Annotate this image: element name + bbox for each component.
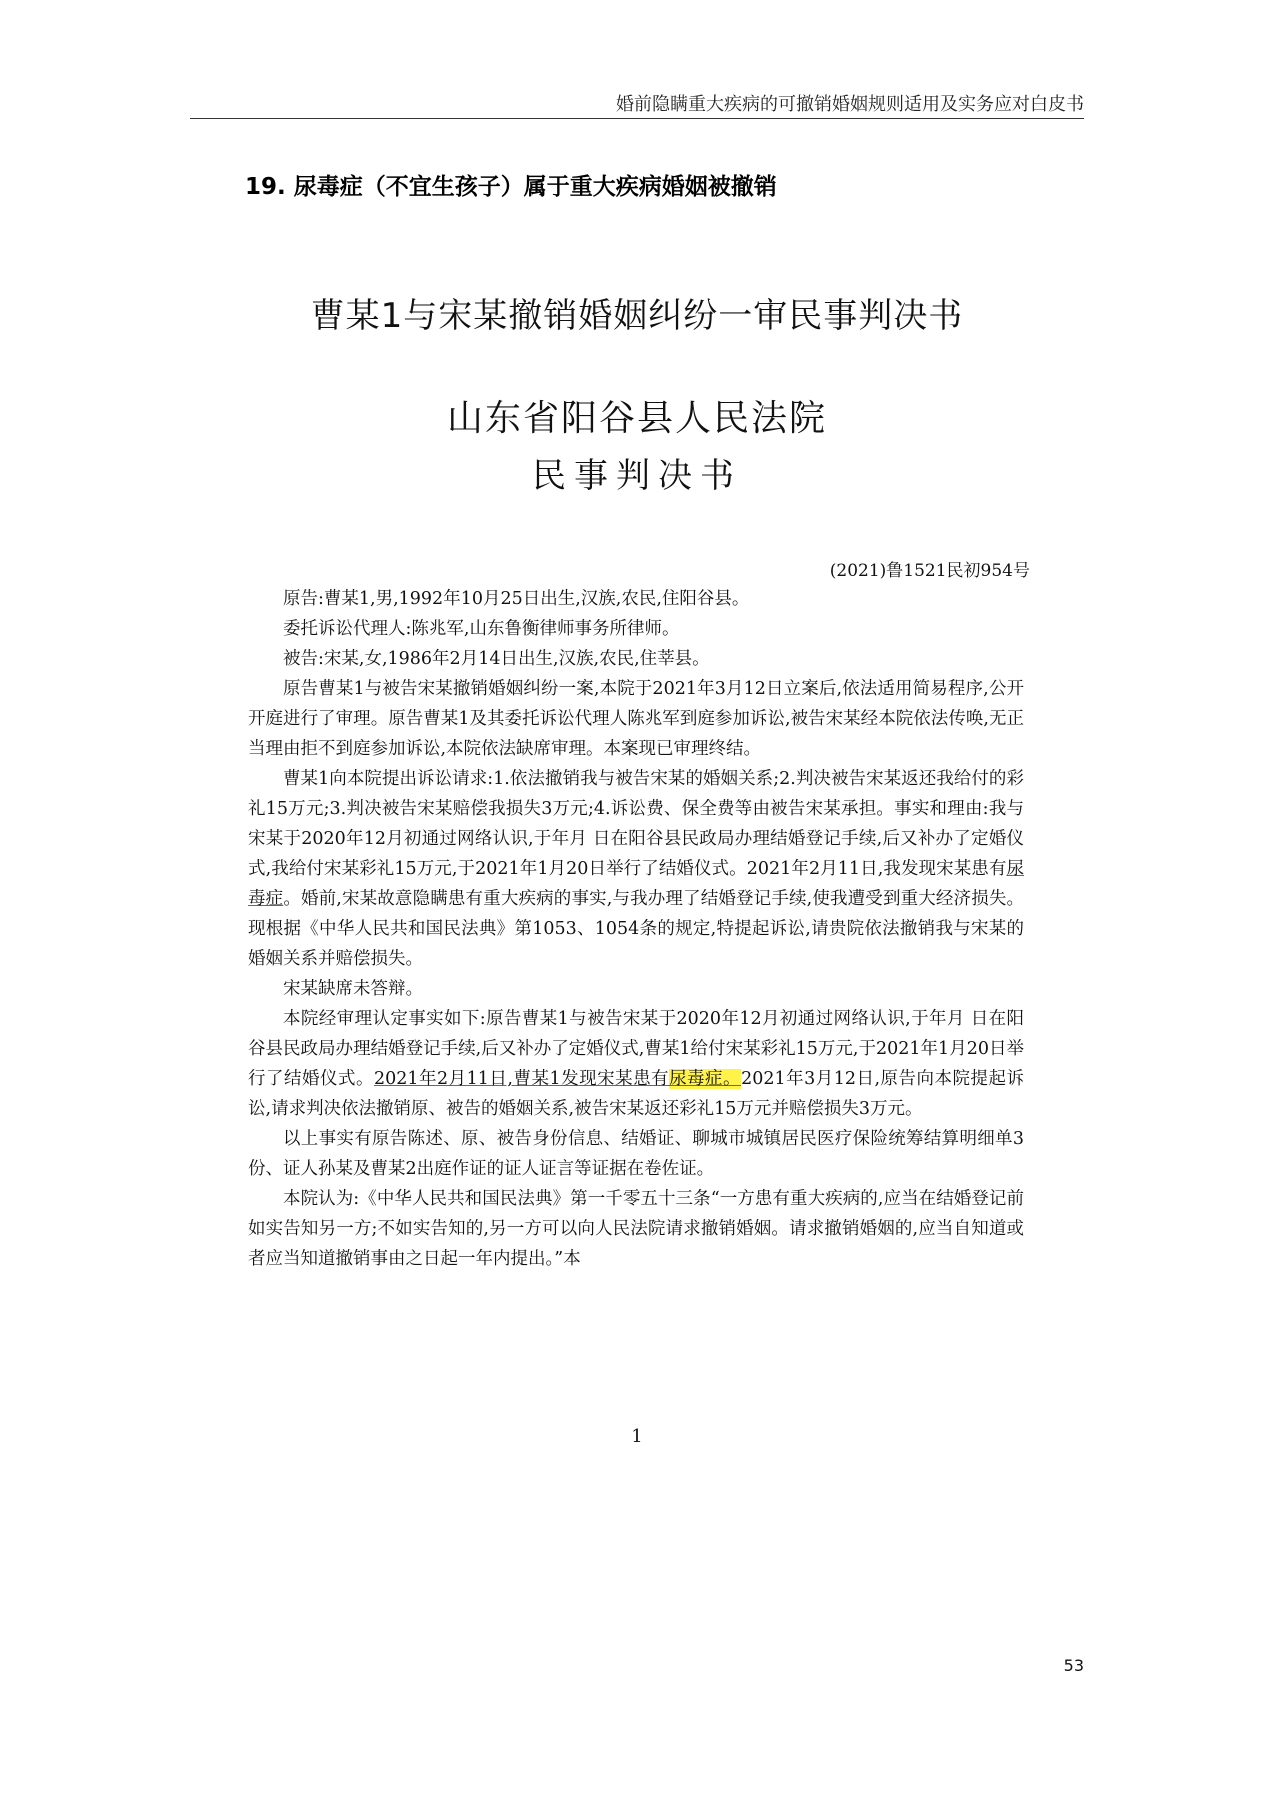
section-heading: 19. 尿毒症（不宜生孩子）属于重大疾病婚姻被撤销 (245, 174, 777, 200)
header-rule (190, 118, 1084, 119)
judgment-body (248, 584, 1024, 1274)
claims-paragraph (248, 764, 1024, 974)
facts-paragraph (248, 1004, 1024, 1124)
judgment-title: 曹某1与宋某撤销婚姻纠纷一审民事判决书 (310, 296, 964, 336)
inner-page-number: 1 (631, 1426, 643, 1447)
highlight-uremia: 尿毒症 (248, 859, 1024, 909)
procedure-paragraph: 原告曹某1与被告宋某撤销婚姻纠纷一案,本院于2021年3月12日立案后,依法适用简易程序,公开开庭进行了审理。原告曹某1及其委托诉讼代理人陈兆军到庭参加诉讼,被告宋某经本院依法传唤,无正当理由拒不到庭参加诉讼,本院依法缺席审理。本案现已审理终结。 (248, 679, 1024, 759)
reasoning-paragraph: 本院认为:《中华人民共和国民法典》第一千零五十三条“一方患有重大疾病的,应当在结婚登记前如实告知另一方;不如实告知的,另一方可以向人民法院请求撤销婚姻。请求撤销婚姻的,应当自知道或者应当知道撤销事由之日起一年内提出。”本 (248, 1189, 1024, 1269)
highlight-discovery-date: 2021年2月11日,曹某1发现宋某患有 (373, 1069, 670, 1089)
plaintiff-paragraph: 原告:曹某1,男,1992年10月25日出生,汉族,农民,住阳谷县。 (283, 589, 750, 609)
agent-paragraph: 委托诉讼代理人:陈兆军,山东鲁衡律师事务所律师。 (283, 619, 680, 639)
court-name: 山东省阳谷县人民法院 (446, 398, 827, 439)
case-number: (2021)鲁1521民初954号 (829, 561, 1030, 581)
evidence-paragraph: 以上事实有原告陈述、原、被告身份信息、结婚证、聊城市城镇居民医疗保险统筹结算明细单3份、证人孙某及曹某2出庭作证的证人证言等证据在卷佐证。 (248, 1129, 1024, 1179)
document-type: 民事判决书 (532, 456, 742, 496)
defendant-paragraph: 被告:宋某,女,1986年2月14日出生,汉族,农民,住莘县。 (283, 649, 710, 669)
no-defense-paragraph: 宋某缺席未答辩。 (283, 979, 423, 999)
claims-text-a: 曹某1向本院提出诉讼请求:1.依法撤销我与被告宋某的婚姻关系;2.判决被告宋某返还我给付的彩礼15万元;3.判决被告宋某赔偿我损失3万元;4.诉讼费、保全费等由被告宋某承担。事实和理由:我与宋某于2020年12月初通过网络认识,于年月 日在阳谷县民政局办理结婚登记手续,后又补办了定婚仪式,我给付宋某彩礼15万元,于2021年1月20日举行了结婚仪式。2021年2月11日,我发现宋某患有 (248, 769, 1024, 879)
facts-text-a: 本院经审理认定事实如下:原告曹某1与被告宋某于2020年12月初通过网络认识,于年月 日在阳谷县民政局办理结婚登记手续,后又补办了定婚仪式,曹某1给付宋某彩礼15万元,于2021年1月20日举行了结婚仪式。 (248, 1009, 1024, 1089)
running-header: 婚前隐瞒重大疾病的可撤销婚姻规则适用及实务应对白皮书 (616, 94, 1084, 115)
page-number: 53 (1063, 1656, 1084, 1675)
claims-text-b: 。婚前,宋某故意隐瞒患有重大疾病的事实,与我办理了结婚登记手续,使我遭受到重大经济损失。现根据《中华人民共和国民法典》第1053、1054条的规定,特提起诉讼,请贵院依法撤销我与宋某的婚姻关系并赔偿损失。 (248, 889, 1025, 969)
highlight-uremia-yellow: 尿毒症。 (669, 1069, 742, 1089)
facts-text-b: 2021年3月12日,原告向本院提起诉讼,请求判决依法撤销原、被告的婚姻关系,被告宋某返还彩礼15万元并赔偿损失3万元。 (248, 1069, 1025, 1119)
